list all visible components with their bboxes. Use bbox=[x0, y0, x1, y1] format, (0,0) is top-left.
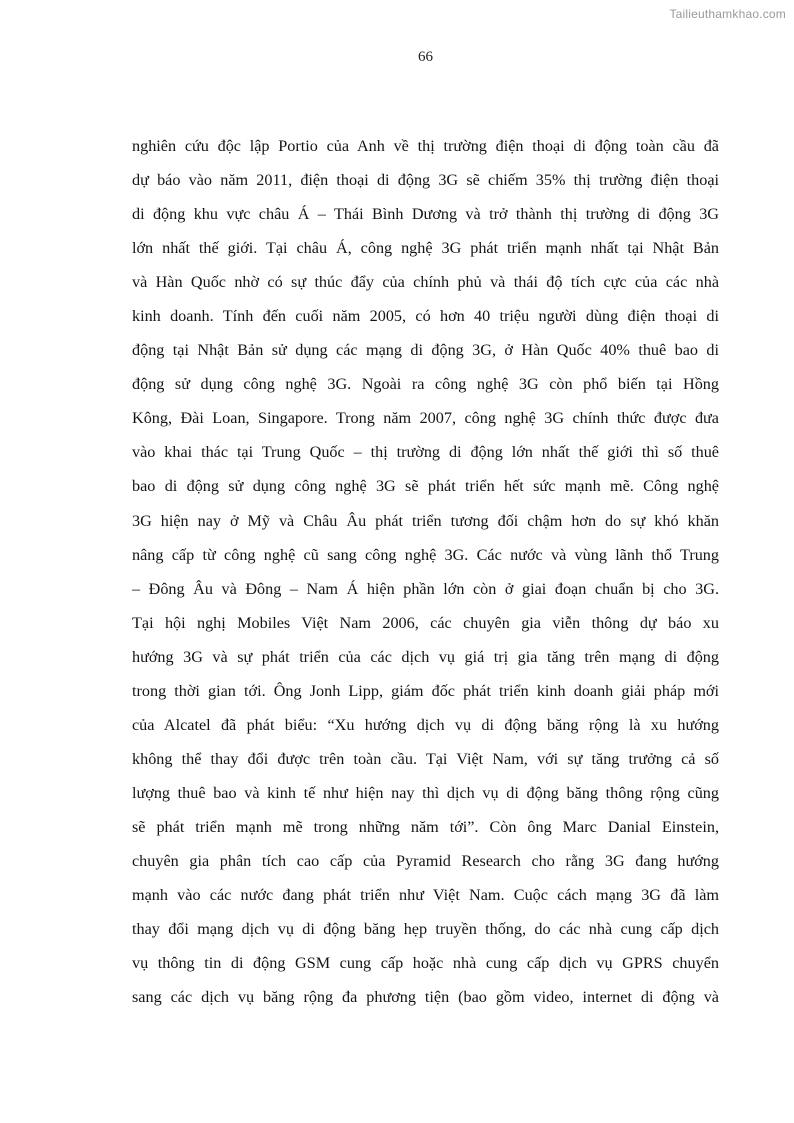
text-line: dự báo vào năm 2011, điện thoại di động 3G sẽ chiếm 35% thị trường điện thoại bbox=[132, 171, 719, 190]
text-line: chuyên gia phân tích cao cấp của Pyramid Research cho rằng 3G đang hướng bbox=[132, 851, 719, 870]
text-line: – Đông Âu và Đông – Nam Á hiện phần lớn còn ở giai đoạn chuẩn bị cho 3G. bbox=[132, 579, 719, 598]
text-line: mạnh vào các nước đang phát triển như Việt Nam. Cuộc cách mạng 3G đã làm bbox=[132, 886, 719, 905]
text-line: trong thời gian tới. Ông Jonh Lipp, giám đốc phát triển kinh doanh giải pháp mới bbox=[132, 681, 719, 700]
text-line: lượng thuê bao và kinh tế như hiện nay thì dịch vụ di động băng thông rộng cũng bbox=[132, 783, 719, 802]
text-line: Tại hội nghị Mobiles Việt Nam 2006, các chuyên gia viễn thông dự báo xu bbox=[132, 613, 719, 632]
text-line: động sử dụng công nghệ 3G. Ngoài ra công nghệ 3G còn phổ biến tại Hồng bbox=[132, 375, 719, 394]
watermark-text: Tailieuthamkhao.com bbox=[669, 7, 786, 21]
text-line: bao di động sử dụng công nghệ 3G sẽ phát triển hết sức mạnh mẽ. Công nghệ bbox=[132, 477, 719, 496]
text-line: và Hàn Quốc nhờ có sự thúc đẩy của chính phủ và thái độ tích cực của các nhà bbox=[132, 273, 719, 292]
page-number: 66 bbox=[418, 49, 433, 65]
text-line: di động khu vực châu Á – Thái Bình Dương và trở thành thị trường di động 3G bbox=[132, 205, 719, 224]
text-line: Kông, Đài Loan, Singapore. Trong năm 2007, công nghệ 3G chính thức được đưa bbox=[132, 409, 719, 428]
text-line: kinh doanh. Tính đến cuối năm 2005, có hơn 40 triệu người dùng điện thoại di bbox=[132, 307, 719, 326]
body-paragraph bbox=[132, 132, 719, 1017]
text-line: hướng 3G và sự phát triển của các dịch vụ giá trị gia tăng trên mạng di động bbox=[132, 647, 719, 666]
text-line: nâng cấp từ công nghệ cũ sang công nghệ 3G. Các nước và vùng lãnh thổ Trung bbox=[132, 545, 719, 564]
text-line: thay đổi mạng dịch vụ di động băng hẹp truyền thống, do các nhà cung cấp dịch bbox=[132, 920, 719, 939]
text-line: 3G hiện nay ở Mỹ và Châu Âu phát triển tương đối chậm hơn do sự khó khăn bbox=[132, 511, 719, 530]
text-line: sẽ phát triển mạnh mẽ trong những năm tới”. Còn ông Marc Danial Einstein, bbox=[132, 817, 719, 836]
text-line: của Alcatel đã phát biểu: “Xu hướng dịch vụ di động băng rộng là xu hướng bbox=[132, 715, 719, 734]
text-line: sang các dịch vụ băng rộng đa phương tiện (bao gồm video, internet di động và bbox=[132, 988, 719, 1007]
text-line: vụ thông tin di động GSM cung cấp hoặc nhà cung cấp dịch vụ GPRS chuyển bbox=[132, 954, 719, 973]
text-line: động tại Nhật Bản sử dụng các mạng di động 3G, ở Hàn Quốc 40% thuê bao di bbox=[132, 341, 719, 360]
text-line: lớn nhất thế giới. Tại châu Á, công nghệ 3G phát triển mạnh nhất tại Nhật Bản bbox=[132, 239, 719, 258]
text-line: nghiên cứu độc lập Portio của Anh về thị trường điện thoại di động toàn cầu đã bbox=[132, 137, 719, 155]
text-line: vào khai thác tại Trung Quốc – thị trường di động lớn nhất thế giới thì số thuê bbox=[132, 443, 719, 462]
text-line: không thể thay đổi được trên toàn cầu. Tại Việt Nam, với sự tăng trưởng cả số bbox=[132, 749, 719, 768]
